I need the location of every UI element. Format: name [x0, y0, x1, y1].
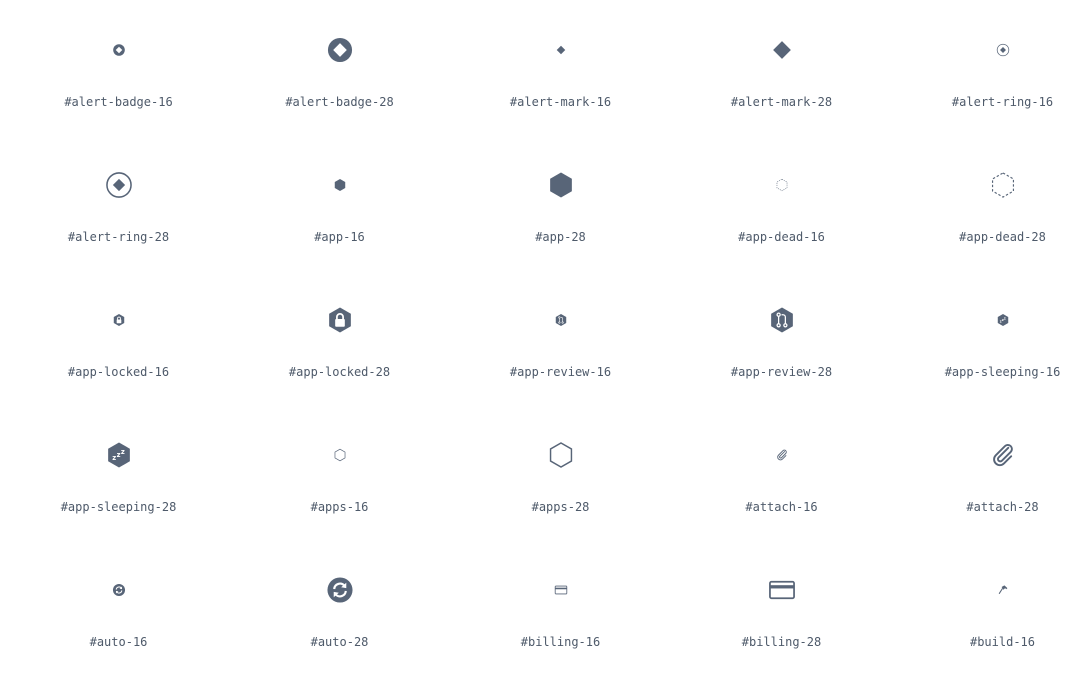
- alert-ring-icon: [996, 44, 1009, 57]
- app-sleeping-icon: [105, 442, 132, 469]
- icon-label: #attach-28: [966, 500, 1039, 514]
- icon-label: #billing-16: [520, 635, 601, 649]
- app-locked-icon: [112, 314, 125, 327]
- icon-cell-app-dead-16: [671, 135, 892, 270]
- icon-label: #alert-badge-16: [64, 95, 173, 109]
- icon-label: #app-review-16: [509, 365, 612, 379]
- icon-cell-apps-28: [450, 405, 671, 540]
- icon-label: #app-dead-28: [959, 230, 1046, 244]
- app-locked-icon: [326, 307, 353, 334]
- alert-ring-icon: [105, 172, 132, 199]
- icon-label: #app-locked-16: [67, 365, 170, 379]
- apps-icon: [547, 442, 574, 469]
- alert-badge-icon: [112, 44, 125, 57]
- icon-label: #auto-16: [89, 635, 148, 649]
- auto-icon: [326, 577, 353, 604]
- icon-cell-app-locked-28: [229, 270, 450, 405]
- attach-icon: [989, 442, 1016, 469]
- svg-text:z: z: [116, 450, 121, 459]
- app-sleeping-icon: [996, 314, 1009, 327]
- icon-cell-app-sleeping-28: [8, 405, 229, 540]
- icon-cell-alert-ring-16: [892, 0, 1084, 135]
- icon-label: #apps-28: [531, 500, 590, 514]
- icon-cell-apps-16: [229, 405, 450, 540]
- icon-cell-app-review-28: [671, 270, 892, 405]
- icon-label: #app-locked-28: [288, 365, 391, 379]
- attach-icon: [775, 449, 788, 462]
- auto-icon: [112, 584, 125, 597]
- icon-cell-build-16: [892, 540, 1084, 675]
- svg-text:z: z: [1003, 316, 1006, 321]
- icon-cell-app-sleeping-16: [892, 270, 1084, 405]
- icon-label: #alert-mark-28: [730, 95, 833, 109]
- svg-text:z: z: [999, 319, 1002, 324]
- app-icon: [547, 172, 574, 199]
- icon-label: #alert-ring-16: [951, 95, 1054, 109]
- icon-cell-billing-16: [450, 540, 671, 675]
- apps-icon: [333, 449, 346, 462]
- icon-cell-app-review-16: [450, 270, 671, 405]
- app-icon: [333, 179, 346, 192]
- icon-label: #alert-badge-28: [285, 95, 394, 109]
- alert-mark-icon: [554, 44, 567, 57]
- svg-text:z: z: [120, 448, 125, 457]
- icon-cell-attach-28: [892, 405, 1084, 540]
- svg-text:z: z: [111, 453, 116, 462]
- icon-label: #auto-28: [310, 635, 369, 649]
- icon-label: #alert-mark-16: [509, 95, 612, 109]
- icon-cell-alert-badge-16: [8, 0, 229, 135]
- icon-cell-alert-ring-28: [8, 135, 229, 270]
- icon-cell-alert-mark-16: [450, 0, 671, 135]
- icon-label: #apps-16: [310, 500, 369, 514]
- icon-label: #app-28: [535, 230, 586, 244]
- icon-cell-auto-16: [8, 540, 229, 675]
- icon-label: #app-dead-16: [738, 230, 825, 244]
- icon-cell-alert-mark-28: [671, 0, 892, 135]
- app-dead-icon: [775, 179, 788, 192]
- icon-label: #app-review-28: [730, 365, 833, 379]
- icon-cell-alert-badge-28: [229, 0, 450, 135]
- icon-label: #billing-28: [741, 635, 822, 649]
- billing-icon: [554, 584, 567, 597]
- icon-label: #attach-16: [745, 500, 818, 514]
- app-dead-icon: [989, 172, 1016, 199]
- icon-label: #app-sleeping-16: [944, 365, 1061, 379]
- svg-text:z: z: [1001, 317, 1004, 322]
- icon-cell-attach-16: [671, 405, 892, 540]
- icon-cell-app-locked-16: [8, 270, 229, 405]
- icon-label: #build-16: [969, 635, 1036, 649]
- icon-label: #alert-ring-28: [67, 230, 170, 244]
- build-icon: [996, 584, 1009, 597]
- app-review-icon: [554, 314, 567, 327]
- icon-label: #app-16: [314, 230, 365, 244]
- billing-icon: [768, 577, 795, 604]
- app-review-icon: [768, 307, 795, 334]
- icon-cell-billing-28: [671, 540, 892, 675]
- alert-badge-icon: [326, 37, 353, 64]
- icon-cell-auto-28: [229, 540, 450, 675]
- icon-label: #app-sleeping-28: [60, 500, 177, 514]
- alert-mark-icon: [768, 37, 795, 64]
- icon-cell-app-16: [229, 135, 450, 270]
- icon-cell-app-dead-28: [892, 135, 1084, 270]
- icon-cell-app-28: [450, 135, 671, 270]
